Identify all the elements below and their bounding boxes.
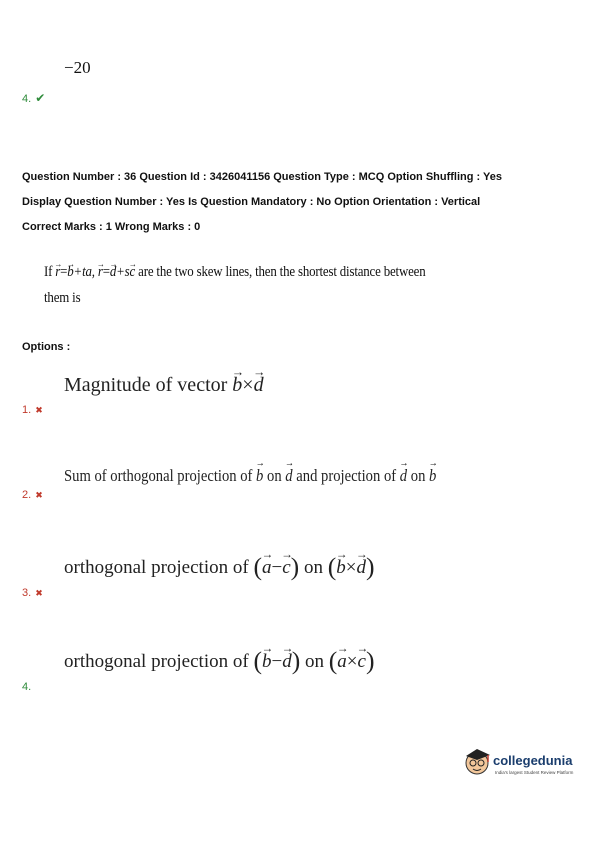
vector-c: → c (130, 259, 136, 285)
vector-d: → d (110, 259, 116, 285)
option-2-text: Sum of orthogonal projection of → b on → d and projection of → d on → b (64, 466, 436, 486)
vector-r: → r (55, 259, 60, 285)
option-3-text: orthogonal projection of (→ a−→ c) on (→ b×→ d) (64, 552, 375, 582)
previous-answer-value: −20 (64, 58, 91, 77)
cross-icon: ✖ (35, 588, 43, 598)
question-meta-line-3: Correct Marks : 1 Wrong Marks : 0 (22, 221, 201, 233)
vector-r: → r (98, 259, 103, 285)
option-2-marker[interactable]: 2. ✖ (22, 489, 43, 501)
question-meta-line-1: Question Number : 36 Question Id : 3426041156 Question Type : MCQ Option Shuffling : Yes (22, 171, 503, 183)
option-4-marker[interactable]: 4. (22, 681, 32, 693)
question-line-2: them is (44, 290, 81, 306)
checkmark-icon: ✔ (35, 91, 46, 105)
question-line-1: If → r=→ b+ta, → r=→ d+s→ c are the two skew lines, then the shortest distance between (44, 259, 474, 285)
question-meta-line-2: Display Question Number : Yes Is Question Mandatory : No Option Orientation : Vertical (22, 196, 481, 208)
options-label: Options : (22, 341, 71, 353)
question-text (44, 259, 474, 311)
mascot-icon (462, 744, 492, 778)
cross-icon: ✖ (35, 405, 43, 415)
logo-wordmark: collegedunia (493, 753, 573, 768)
logo-tagline: India's largest Student Review Platform (495, 770, 574, 775)
previous-answer-option (22, 91, 45, 105)
vector-b: → b (67, 259, 73, 285)
collegedunia-logo (462, 744, 582, 782)
option-number: 4. (22, 93, 32, 105)
option-3-marker[interactable]: 3. ✖ (22, 587, 43, 599)
option-1-marker[interactable]: 1. ✖ (22, 404, 43, 416)
cross-icon: ✖ (35, 490, 43, 500)
option-4-text: orthogonal projection of (→ b−→ d) on (→ a×→ c) (64, 646, 375, 676)
option-1-text: Magnitude of vector → b×→ d (64, 374, 264, 397)
